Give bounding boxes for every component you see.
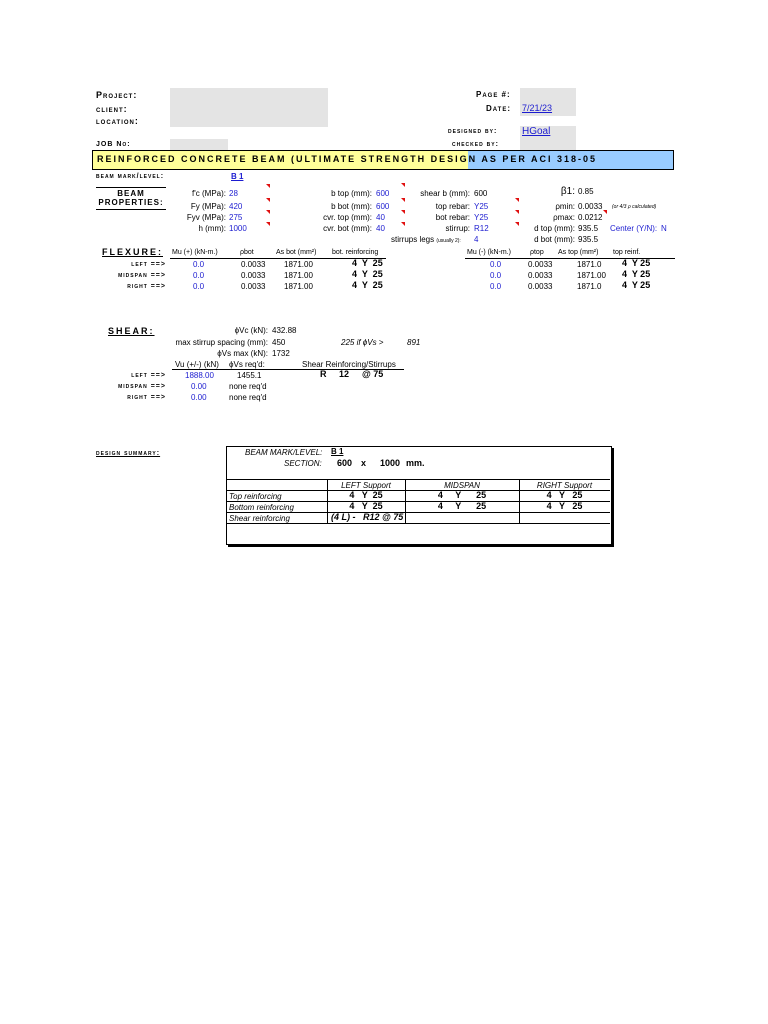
max-spacing-note: 225 if ϕVs > — [341, 338, 384, 347]
d-bot-label: d bot (mm): — [534, 235, 575, 244]
summary-grid-line — [227, 512, 610, 513]
b-bot-value[interactable]: 600 — [376, 202, 390, 211]
checked-by-box[interactable] — [520, 139, 576, 150]
cvr-top-label: cvr. top (mm): — [323, 213, 372, 222]
shear-reinf-spacing: @ 75 — [362, 369, 384, 379]
flex-header-rho-bot: ρbot — [240, 249, 254, 256]
shear-vs: none req'd — [229, 393, 267, 402]
summary-mark-label: BEAM MARK/LEVEL: — [245, 448, 323, 457]
stirrup-label: stirrup: — [445, 224, 470, 233]
shear-reinf-bar-type: R — [320, 369, 327, 379]
center-value[interactable]: N — [661, 224, 667, 233]
client-label: client: — [96, 104, 128, 114]
flex-top-reinf: 4 Y 25 — [622, 258, 651, 268]
flex-as-bot: 1871.00 — [284, 260, 313, 269]
job-no-label: JOB No: — [96, 141, 131, 148]
page-label: Page #: — [476, 90, 511, 99]
summary-top-mid: 4 Y 25 — [437, 490, 487, 500]
fy-label: Fy (MPa): — [190, 202, 226, 211]
flex-bot-reinf: 4 Y 25 — [352, 258, 383, 268]
h-value[interactable]: 1000 — [229, 224, 247, 233]
shear-vu[interactable]: 1888.00 — [185, 371, 214, 380]
rho-min-note: (or 4/3 ρ calculated) — [612, 204, 657, 210]
summary-section-b: 600 — [337, 458, 353, 468]
max-spacing-value: 450 — [272, 338, 286, 347]
flex-mu-pos[interactable]: 0.0 — [193, 271, 205, 280]
shear-label: SHEAR: — [108, 326, 155, 336]
stirrup-legs-text: stirrups legs — [391, 235, 435, 244]
summary-grid-line — [227, 523, 610, 524]
fyv-value[interactable]: 275 — [229, 213, 243, 222]
shear-row-label: midspan ==> — [118, 383, 166, 390]
shear-b-label: shear b (mm): — [420, 189, 470, 198]
flex-rho-bot: 0.0033 — [241, 282, 266, 291]
d-top-label: d top (mm): — [534, 224, 575, 233]
phi-vc-label: ϕVc (kN): — [234, 326, 268, 335]
summary-section-label: SECTION: — [284, 459, 322, 468]
summary-bot-mid: 4 Y 25 — [437, 501, 487, 511]
flex-rho-top: 0.0033 — [528, 282, 553, 291]
comment-marker — [515, 198, 519, 202]
comment-marker — [266, 184, 270, 188]
comment-marker — [401, 183, 405, 187]
shear-vs: none req'd — [229, 382, 267, 391]
job-no-box[interactable] — [170, 139, 228, 150]
comment-marker — [266, 210, 270, 214]
shear-row-label: left ==> — [131, 372, 166, 379]
comment-marker — [515, 210, 519, 214]
title-banner — [92, 150, 674, 170]
flexure-label: FLEXURE: — [102, 247, 163, 257]
phi-vs-max-label: ϕVs max (kN): — [217, 349, 268, 358]
d-top-value: 935.5 — [578, 224, 599, 233]
fyv-label: Fyv (MPa): — [186, 213, 226, 222]
stirrup-legs-value[interactable]: 4 — [474, 235, 479, 244]
date-label: Date: — [486, 104, 511, 113]
beta1-value: 0.85 — [578, 187, 594, 196]
project-input-box[interactable] — [170, 88, 328, 127]
comment-marker — [266, 198, 270, 202]
rho-max-label: ρmax: — [553, 213, 575, 222]
flex-mu-neg[interactable]: 0.0 — [490, 282, 502, 291]
summary-grid-line — [227, 479, 610, 480]
cvr-bot-value[interactable]: 40 — [376, 224, 385, 233]
rho-max-value: 0.0212 — [578, 213, 603, 222]
b-bot-label: b bot (mm): — [331, 202, 372, 211]
summary-row-label: Top reinforcing — [229, 492, 282, 501]
shear-header-vs: ϕVs req'd: — [229, 360, 265, 369]
beam-mark-value[interactable]: B 1 — [231, 172, 244, 181]
flex-rho-bot: 0.0033 — [241, 260, 266, 269]
top-rebar-label: top rebar: — [435, 202, 470, 211]
center-label: Center (Y/N): — [610, 224, 658, 233]
rho-min-value: 0.0033 — [578, 202, 603, 211]
stirrup-value[interactable]: R12 — [474, 224, 489, 233]
design-summary-label: design summary: — [96, 450, 161, 457]
location-label: location: — [96, 116, 139, 126]
project-label: Project: — [96, 90, 138, 100]
shear-row-label: right ==> — [127, 394, 166, 401]
summary-top-right: 4 Y 25 — [546, 490, 583, 500]
fc-label: f'c (MPa): — [192, 189, 226, 198]
flex-bot-reinf: 4 Y 25 — [352, 280, 383, 290]
beam-properties-label-2: PROPERTIES: — [96, 198, 166, 210]
bot-rebar-label: bot rebar: — [435, 213, 470, 222]
designed-by-label: designed by: — [448, 128, 498, 135]
designed-by-value[interactable]: HGoal — [522, 126, 551, 137]
comment-marker — [515, 222, 519, 226]
flex-header-mu-pos: Mu (+) (kN-m.) — [172, 249, 218, 256]
flex-header-as-top: As top (mm²) — [558, 249, 599, 256]
flex-mu-pos[interactable]: 0.0 — [193, 260, 205, 269]
flex-as-top: 1871.0 — [577, 282, 602, 291]
cvr-top-value[interactable]: 40 — [376, 213, 385, 222]
stirrup-legs-note: (usually 2): — [436, 238, 461, 244]
summary-top-left: 4 Y 25 — [349, 490, 383, 500]
flex-as-bot: 1871.00 — [284, 282, 313, 291]
flex-bot-reinf: 4 Y 25 — [352, 269, 383, 279]
flex-header-rho-top: ρtop — [530, 249, 544, 256]
b-top-value[interactable]: 600 — [376, 189, 390, 198]
shear-header-reinf: Shear Reinforcing/Stirrups — [302, 360, 396, 369]
summary-shear-left: (4 L) - R12 @ 75 — [331, 512, 404, 522]
flex-header-top-reinf: top reinf. — [613, 249, 641, 256]
flex-row-label: left ==> — [131, 261, 166, 268]
summary-section-h: 1000 — [380, 458, 401, 468]
fc-value[interactable]: 28 — [229, 189, 238, 198]
checked-by-label: checked by: — [452, 141, 499, 148]
phi-vc-value: 432.88 — [272, 326, 297, 335]
flex-top-reinf: 4 Y 25 — [622, 280, 651, 290]
stirrup-legs-label — [391, 235, 461, 244]
d-bot-value: 935.5 — [578, 235, 599, 244]
rho-min-label: ρmin: — [555, 202, 575, 211]
comment-marker — [266, 222, 270, 226]
summary-bot-left: 4 Y 25 — [349, 501, 383, 511]
h-label: h (mm): — [198, 224, 226, 233]
flex-row-label: midspan ==> — [118, 272, 166, 279]
date-value[interactable]: 7/21/23 — [522, 103, 553, 113]
flex-header-bot-reinf: bot. reinforcing — [332, 249, 379, 256]
phi-vs-max-value: 1732 — [272, 349, 290, 358]
flex-rho-top: 0.0033 — [528, 260, 553, 269]
flex-top-reinf: 4 Y 25 — [622, 269, 651, 279]
flex-mu-neg[interactable]: 0.0 — [490, 260, 502, 269]
flex-rho-top: 0.0033 — [528, 271, 553, 280]
beta1-label: β1: — [560, 186, 575, 197]
fy-value[interactable]: 420 — [229, 202, 243, 211]
max-spacing-label: max stirrup spacing (mm): — [175, 338, 268, 347]
page-number-box[interactable] — [520, 88, 576, 102]
shear-b-value: 600 — [474, 189, 488, 198]
banner-title: REINFORCED CONCRETE BEAM (ULTIMATE STRENGTH DESIGN AS PER ACI 318-05 — [97, 154, 598, 164]
b-top-label: b top (mm): — [331, 189, 372, 198]
summary-col-mid: MIDSPAN — [444, 481, 480, 490]
summary-bot-right: 4 Y 25 — [546, 501, 583, 511]
summary-row-label: Shear reinforcing — [229, 514, 290, 523]
max-spacing-note-value: 891 — [407, 338, 421, 347]
beam-mark-label: beam mark/level: — [96, 173, 165, 180]
cvr-bot-label: cvr. bot (mm): — [323, 224, 372, 233]
beam-properties-label-1: BEAM — [96, 187, 166, 198]
top-rebar-value[interactable]: Y25 — [474, 202, 489, 211]
summary-col-right: RIGHT Support — [536, 481, 593, 490]
shear-vs: 1455.1 — [237, 371, 262, 380]
flex-mu-pos[interactable]: 0.0 — [193, 282, 205, 291]
shear-header-vu: Vu (+/-) (kN) — [175, 360, 219, 369]
shear-reinf-bar-size: 12 — [339, 369, 350, 379]
flex-as-bot: 1871.00 — [284, 271, 313, 280]
flex-row-label: right ==> — [127, 283, 166, 290]
flex-rho-bot: 0.0033 — [241, 271, 266, 280]
shear-vu[interactable]: 0.00 — [191, 393, 207, 402]
flex-as-top: 1871.0 — [577, 260, 602, 269]
summary-col-left: LEFT Support — [341, 481, 391, 490]
bot-rebar-value[interactable]: Y25 — [474, 213, 489, 222]
flex-header-as-bot: As bot (mm²) — [276, 249, 317, 256]
shear-vu[interactable]: 0.00 — [191, 382, 207, 391]
flex-header-mu-neg: Mu (-) (kN-m.) — [467, 249, 511, 256]
summary-mark-value: B 1 — [331, 447, 344, 456]
summary-section-x: x — [361, 458, 367, 468]
flex-mu-neg[interactable]: 0.0 — [490, 271, 502, 280]
comment-marker — [603, 210, 607, 214]
summary-row-label: Bottom reinforcing — [229, 503, 294, 512]
summary-section-unit: mm. — [406, 458, 425, 468]
flex-as-top: 1871.00 — [577, 271, 606, 280]
